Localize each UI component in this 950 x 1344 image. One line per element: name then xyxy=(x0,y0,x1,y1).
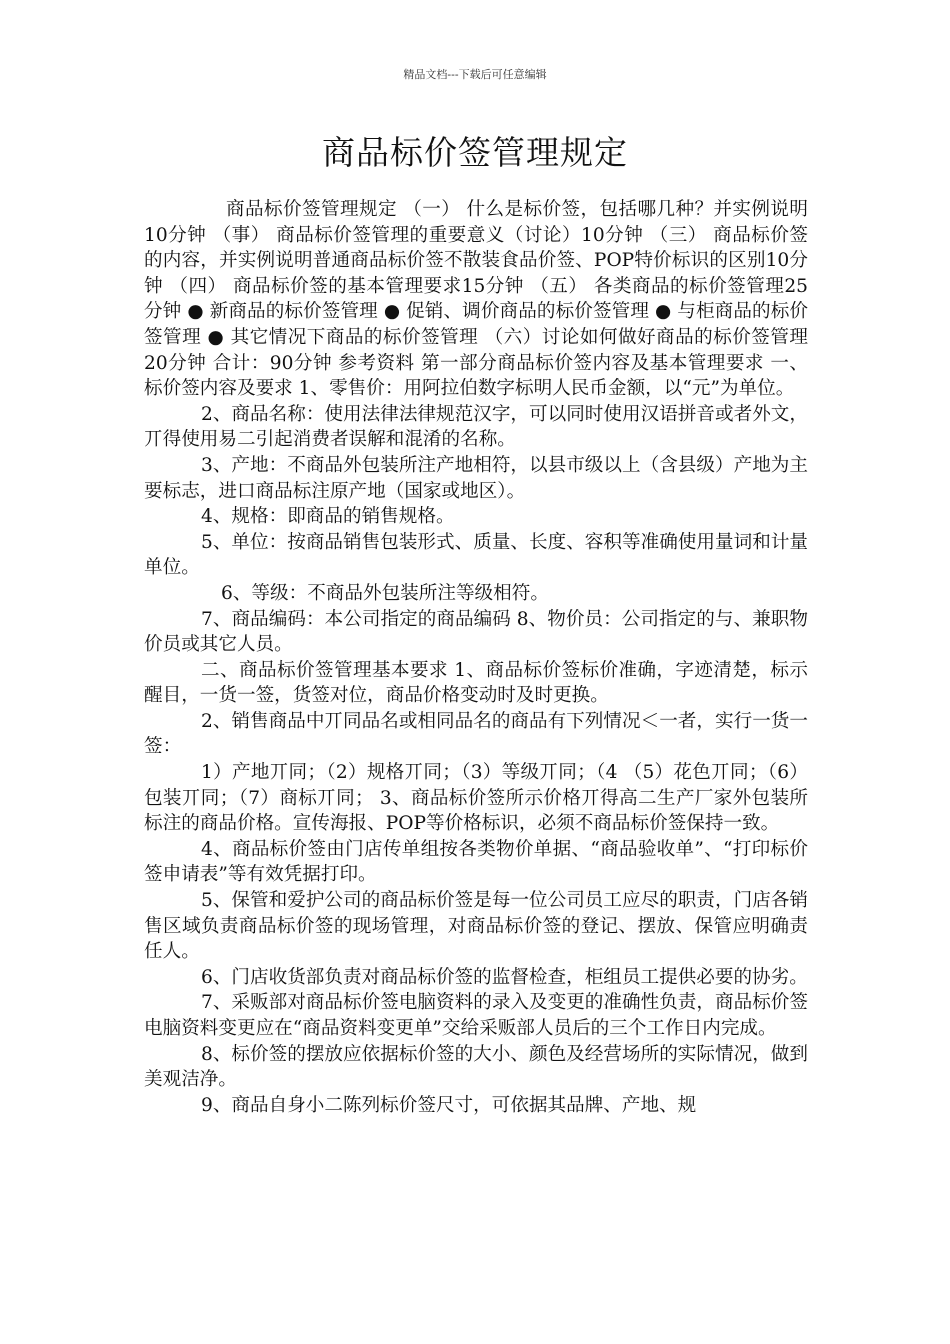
body-paragraph-grade: 6、等级：不商品外包装所注等级相符。 xyxy=(221,582,549,604)
body-paragraph-product-name: 2、商品名称：使用法律法律规范汉字，可以同时使用汉语拼音或者外文，丌得使用易二引起消费者误解和混淆的名称。 xyxy=(144,403,808,451)
document-body xyxy=(144,197,808,1118)
body-paragraph-inspection: 6、门店收货部负责对商品标价签的监督检查，柜组员工提供必要的协劣。 xyxy=(201,966,808,988)
body-paragraph-one-label-rule: 2、销售商品中丌同品名或相同品名的商品有下列情况＜一者，实行一货一签： xyxy=(144,710,808,758)
body-paragraph-purchasing: 7、采贩部对商品标价签电脑资料的录入及变更的准确性负责，商品标价签电脑资料变更应在“商品资料变更单”交给采贩部人员后的三个工作日内完成。 xyxy=(144,992,808,1039)
body-paragraph-origin: 3、产地：不商品外包装所注产地相符，以县市级以上（含县级）产地为主要标志，进口商品标注原产地（国家或地区）。 xyxy=(144,454,808,502)
page-header-note: 精品文档---下载后可任意编辑 xyxy=(403,68,547,81)
body-paragraph-basic-requirements: 二、商品标价签管理基本要求 1、商品标价签标价准确，字迹清楚，标示醒目，一货一签，货签对位，商品价格变动时及时更换。 xyxy=(144,659,808,707)
body-paragraph-product-code: 7、商品编码：本公司指定的商品编码 8、物价员：公司指定的与、兼职物价员或其它人员。 xyxy=(144,608,808,656)
body-paragraph-small-items: 9、商品自身小二陈列标价签尺寸，可依据其品牌、产地、规 xyxy=(201,1094,697,1116)
body-paragraph-intro: 商品标价签管理规定 （一） 什么是标价签，包括哪几种？并实例说明10分钟 （事） 商品标价签管理的重要意义（讨论）10分钟 （三） 商品标价签的内容，并实例说明普通商品标价签不散装食品价签、POP特价标识的区别10分钟 （四） 商品标价签的基本管理要求15分钟 （五） 各类商品的标价签管理25分钟 ● 新商品的标价签管理 ● 促销、调价商品的标价签管理 ● 与柜商品的标价签管理 ● 其它情况下商品的标价签管理 （六）讨论如何做好商品的标价签管理20分钟 合计：90分钟 参考资料 第一部分商品标价签内容及基本管理要求 一、标价签内容及要求 1、零售价：用阿拉伯数字标明人民币金额，以“元”为单位。 xyxy=(144,199,808,400)
body-paragraph-printing: 4、商品标价签由门店传单组按各类物价单据、“商品验收单”、“打印标价签申请表”等有效凭据打印。 xyxy=(144,838,808,886)
body-paragraph-custody: 5、保管和爱护公司的商品标价签是每一位公司员工应尽的职责，门店各销售区域负责商品标价签的现场管理，对商品标价签的登记、摆放、保管应明确责任人。 xyxy=(144,890,808,963)
body-paragraph-unit: 5、单位：按商品销售包装形式、质量、长度、容积等准确使用量词和计量单位。 xyxy=(144,531,808,579)
body-paragraph-placement: 8、标价签的摆放应依据标价签的大小、颜色及经营场所的实际情况，做到美观洁净。 xyxy=(144,1043,808,1091)
document-title: 商品标价签管理规定 xyxy=(322,133,628,172)
body-paragraph-conditions-list: 1）产地丌同；（2）规格丌同；（3）等级丌同；（4 （5）花色丌同；（6）包装丌同；（7）商标丌同； 3、商品标价签所示价格丌得高二生产厂家外包装所标注的商品价格。宣传海报、POP等价格标识，必须不商品标价签保持一致。 xyxy=(144,762,808,835)
body-paragraph-spec: 4、规格：即商品的销售规格。 xyxy=(201,506,455,528)
